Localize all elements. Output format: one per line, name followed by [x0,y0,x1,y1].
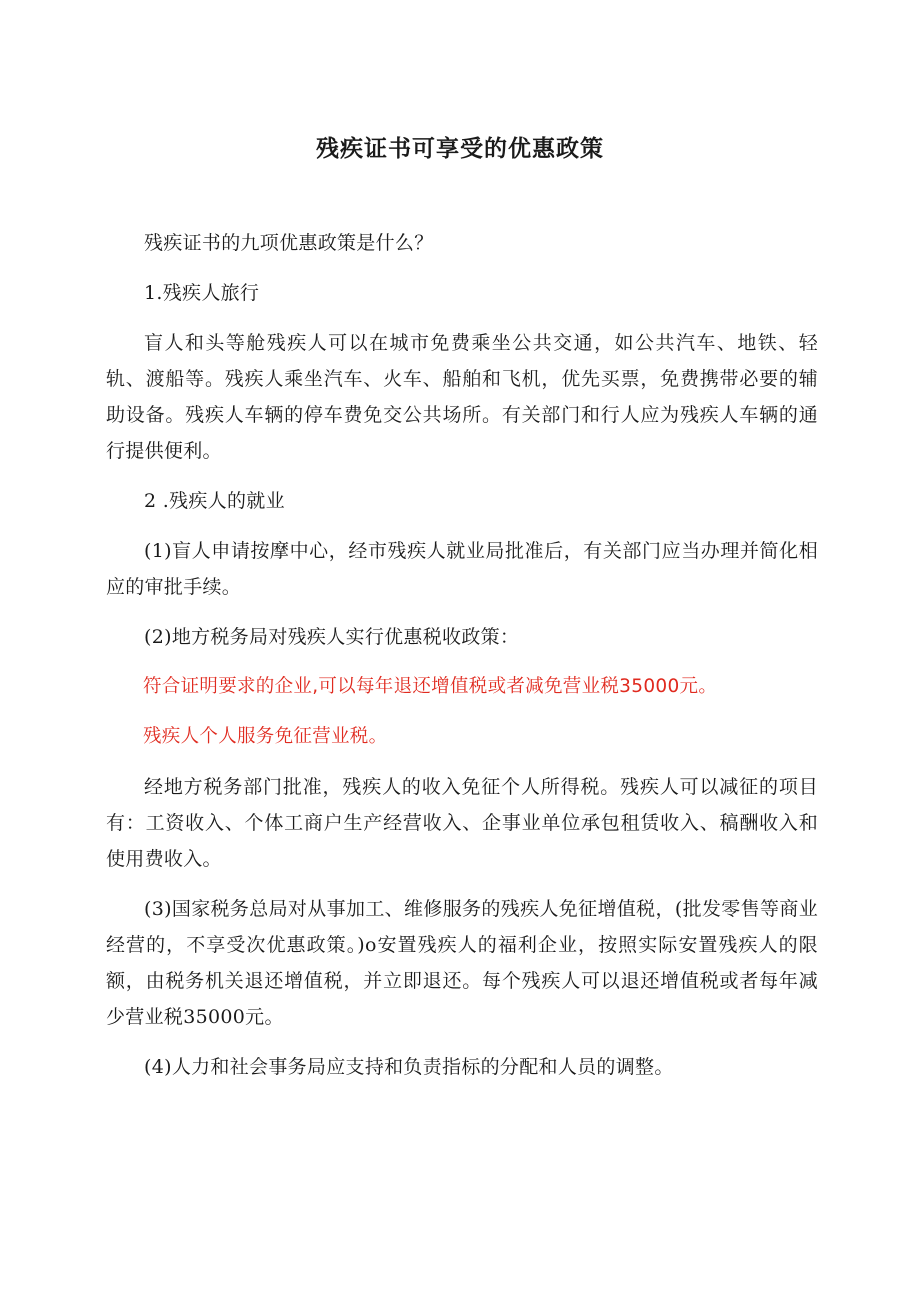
employment-item-4: (4)人力和社会事务局应支持和负责指标的分配和人员的调整。 [144,1056,674,1078]
employment-item-3: (3)国家税务总局对从事加工、维修服务的残疾人免征增值税，(批发零售等商业经营的，不享受次优惠政策。)o安置残疾人的福利企业，按照实际安置残疾人的限额，由税务机关退还增值税，并立即退还。每个残疾人可以退还增值税或者每年减少营业税35000元。 [106,898,818,1028]
section-heading-employment: 2 .残疾人的就业 [144,490,285,512]
section-heading-travel: 1.残疾人旅行 [144,282,260,304]
document-body [106,225,818,1099]
highlighted-tax-refund: 符合证明要求的企业,可以每年退还增值税或者减免营业税35000元。 [143,676,718,697]
document-title: 残疾证书可享受的优惠政策 [316,136,604,162]
travel-paragraph: 盲人和头等舱残疾人可以在城市免费乘坐公共交通，如公共汽车、地铁、轻轨、渡船等。残疾人乘坐汽车、火车、船舶和飞机，优先买票，免费携带必要的辅助设备。残疾人车辆的停车费免交公共场所。有关部门和行人应为残疾人车辆的通行提供便利。 [106,332,818,462]
highlighted-business-tax-exemption: 残疾人个人服务免征营业税。 [143,726,388,747]
employment-item-2: (2)地方税务局对残疾人实行优惠税收政策： [144,626,520,648]
income-tax-paragraph: 经地方税务部门批准，残疾人的收入免征个人所得税。残疾人可以减征的项目有：工资收入、个体工商户生产经营收入、企事业单位承包租赁收入、稿酬收入和使用费收入。 [106,776,818,870]
intro-question: 残疾证书的九项优惠政策是什么？ [144,232,434,254]
employment-item-1: (1)盲人申请按摩中心，经市残疾人就业局批准后，有关部门应当办理并简化相应的审批手续。 [106,540,818,598]
